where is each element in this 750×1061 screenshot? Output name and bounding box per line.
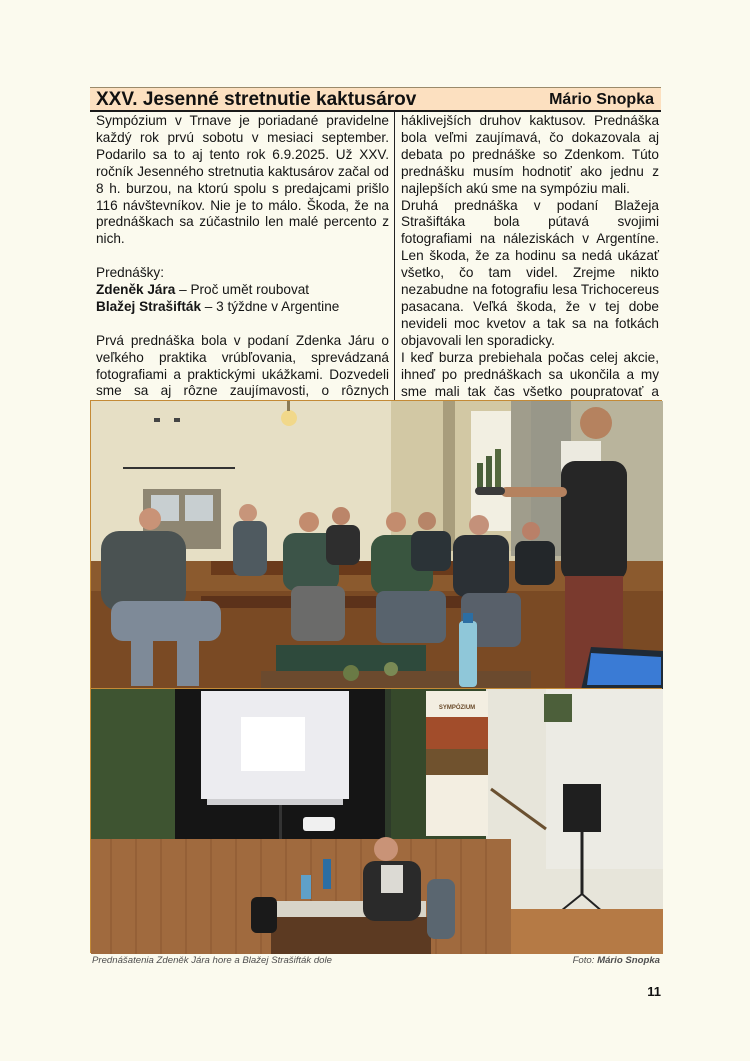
first-lecture-paragraph: Prvá prednáška bola v podaní Zdenka Járu o veľkého praktika vrúbľovania, sprevádzaná fotografiami a praktickými ukážkami. Dozvedeli sme sa aj rôzne zaujímavosti, o rôznych xyxy=(96,332,389,399)
intro-paragraph: Sympózium v Trnave je poriadané pravidelne každý rok prvú sobotu v mesiaci september. Podarilo sa to aj tento rok 6.9.2025. Už XXV. ročník Jesenného stretnutia kaktusárov začal od 8 h. burzou, na ktorú spolu s predajcami prišlo 116 návštevníkov. Nie je to málo. Škoda, že na prednáškach sa zúčastnilo len malé percento z nich. xyxy=(96,113,389,247)
column-divider xyxy=(394,112,395,400)
photo-credit xyxy=(573,955,660,966)
lecture-title: – 3 týždne v Argentine xyxy=(201,298,340,314)
page-number: 11 xyxy=(647,984,661,999)
lecture-speaker: Blažej Strašifták xyxy=(96,298,202,314)
article-author: Mário Snopka xyxy=(549,91,654,108)
banner-label: SYMPÓZIUM xyxy=(438,705,476,711)
second-lecture-paragraph: Druhá prednáška v podaní Blažeja Strašiftáka bola pútavá svojimi fotografiami na náleziskách v Argentíne. Len škoda, že za hodinu sa nedá ukázať všetko, čo tam videl. Zrejme nikto nezabudne na fotografiu lesa Trichocereus pasacana. Veľká škoda, že v tej dobe nevideli moc kvetov a tak sa na fotkách objavovali len sporadicky. xyxy=(401,197,659,348)
lectures-heading: Prednášky: xyxy=(96,265,165,281)
closing-paragraph: I keď burza prebiehala počas celej akcie, ihneď po prednáškach sa ukončila a my sme mali tak čas všetko poupratovať a xyxy=(401,349,659,399)
lecture-title: – Proč umět roubovat xyxy=(175,282,310,298)
lecture-item xyxy=(96,282,389,299)
right-column xyxy=(401,113,659,400)
stage-lecturer-photo xyxy=(90,688,662,953)
article-header xyxy=(90,87,661,112)
article-title: XXV. Jesenné stretnutie kaktusárov xyxy=(96,89,417,110)
photo-credit-prefix: Foto: xyxy=(572,955,598,966)
photo-caption: Prednášatenia Zdeněk Jára hore a Blažej Strašifták dole xyxy=(92,955,332,966)
continuation-paragraph: háklivejších druhov kaktusov. Prednáška bola veľmi zaujímavá, čo dokazovala aj debata po prednáške so Zdenkom. Túto prednášku musím hodnotiť ako jednu z najlepších akú sme na sympóziu mali. xyxy=(401,113,659,196)
left-column xyxy=(96,113,389,400)
lecture-speaker: Zdeněk Jára xyxy=(96,282,176,298)
lecture-audience-photo xyxy=(90,400,662,689)
lecture-item xyxy=(96,299,389,316)
photo-credit-name: Mário Snopka xyxy=(597,955,660,966)
